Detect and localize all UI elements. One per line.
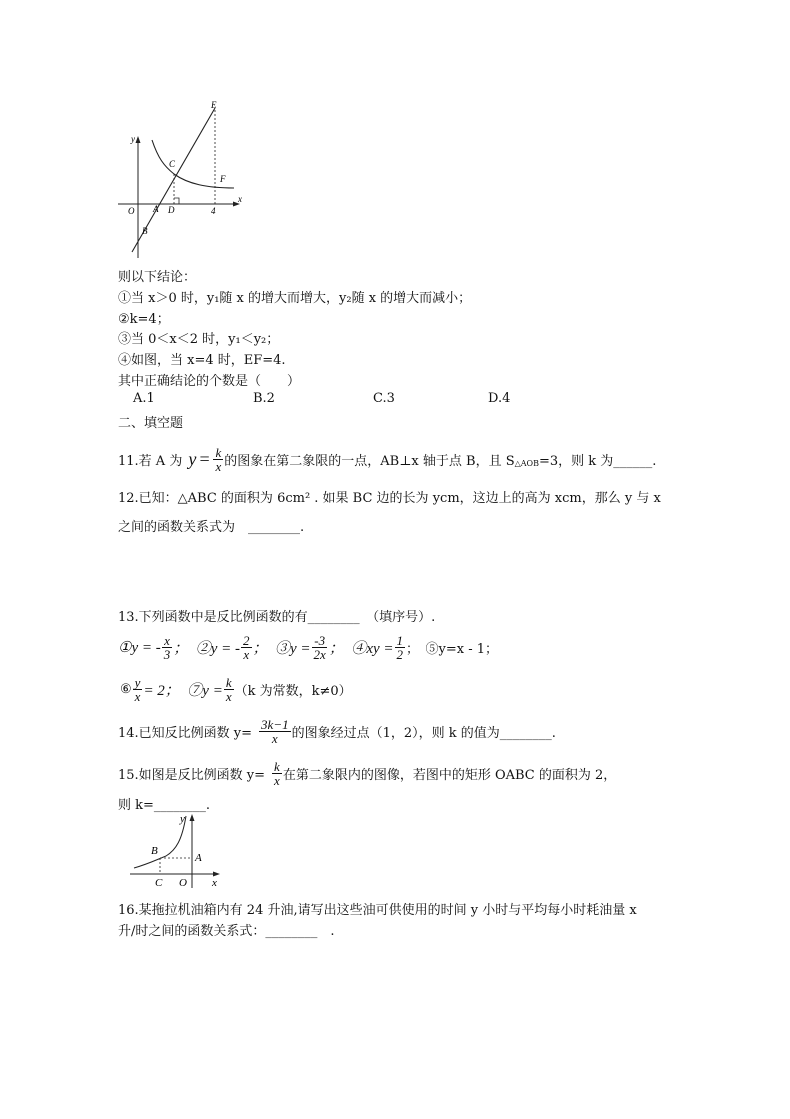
q14-fraction: $\frac{3k-1}{x}$ bbox=[261, 717, 289, 746]
q13-f7-frac: $\frac{k}{x}$ bbox=[225, 675, 232, 704]
hyperbola bbox=[134, 816, 186, 868]
label-o: O bbox=[128, 206, 135, 216]
label-d: D bbox=[168, 205, 175, 215]
section-heading: 二、填空题 bbox=[118, 416, 184, 431]
question-11 bbox=[118, 446, 656, 473]
label-e: E bbox=[211, 100, 217, 110]
label-c: C bbox=[155, 877, 163, 889]
option-b: B.2 bbox=[253, 391, 275, 406]
question-13-line1: 13.下列函数中是反比例函数的有________ （填序号）. bbox=[118, 610, 436, 625]
q11-text: 的图象在第二象限的一点，AB⊥x 轴于点 B，且 S bbox=[224, 454, 515, 469]
conclusions-question: 其中正确结论的个数是（ ） bbox=[118, 374, 301, 389]
option-d: D.4 bbox=[488, 391, 511, 406]
q15-suffix: 在第二象限内的图像，若图中的矩形 OABC 的面积为 2， bbox=[282, 768, 617, 783]
q14-suffix: 的图象经过点（1，2），则 k 的值为________. bbox=[291, 726, 556, 741]
option-a: A.1 bbox=[133, 391, 155, 406]
q15-fraction: $\frac{k}{x}$ bbox=[274, 759, 280, 788]
label-a: A bbox=[153, 204, 159, 214]
q13-f6-frac: $\frac{y}{x}$ bbox=[134, 675, 141, 704]
question-12-line1: 12.已知：△ABC 的面积为 6cm² . 如果 BC 边的长为 ycm，这边上的高为 xcm，那么 y 与 x bbox=[118, 491, 661, 506]
q11-y: y bbox=[188, 449, 197, 469]
label-c: C bbox=[169, 159, 176, 169]
label-a: A bbox=[195, 852, 202, 864]
x-axis-arrow bbox=[213, 872, 220, 877]
conclusion-2: ②k=4； bbox=[118, 312, 170, 327]
q14-prefix: 14.已知反比例函数 y= bbox=[118, 726, 253, 741]
conclusion-4: ④如图，当 x=4 时，EF=4. bbox=[118, 353, 286, 368]
q11-fraction: $\frac{k}{x}$ bbox=[215, 445, 222, 474]
y-axis-arrow bbox=[136, 136, 141, 143]
q13-f1-pre: ①y = - bbox=[118, 640, 161, 656]
conclusion-1: ①当 x＞0 时，y₁随 x 的增大而增大，y₂随 x 的增大而减小； bbox=[118, 291, 472, 306]
q15-prefix: 15.如图是反比例函数 y= bbox=[118, 768, 266, 783]
q11-sub: △AOB bbox=[514, 459, 539, 468]
q13-f6-post: = 2； ⑦y = bbox=[143, 683, 223, 699]
q13-f4-pre: ； ④xy = bbox=[328, 641, 394, 657]
q13-f7-post: （k 为常数，k≠0） bbox=[234, 684, 352, 699]
option-c: C.3 bbox=[373, 391, 395, 406]
conclusion-3: ③当 0＜x＜2 时，y₁＜y₂； bbox=[118, 332, 280, 347]
q13-f4-frac: $\frac{1}{2}$ bbox=[396, 633, 404, 662]
question-16-line2: 升/时之间的函数关系式：________ . bbox=[118, 924, 335, 939]
q11-suffix: =3，则 k 为______. bbox=[539, 454, 657, 469]
q13-f5: ； ⑤y=x - 1； bbox=[406, 642, 499, 657]
label-o: O bbox=[179, 877, 187, 889]
label-four: 4 bbox=[211, 206, 216, 216]
q11-eq: = bbox=[198, 449, 211, 469]
y-axis-arrow bbox=[190, 814, 195, 821]
question-12-line2: 之间的函数关系式为 ________. bbox=[118, 520, 305, 535]
label-x: x bbox=[212, 877, 217, 889]
q11-prefix: 11.若 A 为 bbox=[118, 454, 183, 469]
label-b: B bbox=[151, 845, 158, 857]
label-y: y bbox=[180, 813, 185, 825]
conclusions-intro: 则以下结论： bbox=[118, 270, 197, 285]
question-15-line2: 则 k=________. bbox=[118, 798, 211, 813]
q13-f3-frac: $\frac{-3}{2x}$ bbox=[313, 633, 326, 662]
label-b: B bbox=[142, 226, 148, 236]
question-15 bbox=[118, 760, 616, 787]
question-13-line2 bbox=[118, 634, 498, 661]
figure-2-graph bbox=[120, 812, 230, 890]
question-16-line1: 16.某拖拉机油箱内有 24 升油,请写出这些油可供使用的时间 y 小时与平均每小时耗油量 x bbox=[118, 903, 637, 918]
question-13-line3 bbox=[120, 676, 352, 703]
q13-f2-frac: $\frac{2}{x}$ bbox=[243, 633, 250, 662]
q13-f3-pre: ； ③y = bbox=[252, 641, 311, 657]
q13-f2-pre: ； ②y = - bbox=[173, 641, 241, 657]
label-x: x bbox=[238, 194, 242, 204]
label-f: F bbox=[220, 174, 226, 184]
figure-1-graph bbox=[112, 98, 247, 260]
label-y: y bbox=[131, 134, 135, 144]
question-14 bbox=[118, 718, 556, 745]
right-angle-mark bbox=[174, 198, 179, 204]
q13-f1-frac: $\frac{x}{3}$ bbox=[163, 633, 171, 662]
q13-f6-pre: ⑥ bbox=[120, 682, 132, 697]
